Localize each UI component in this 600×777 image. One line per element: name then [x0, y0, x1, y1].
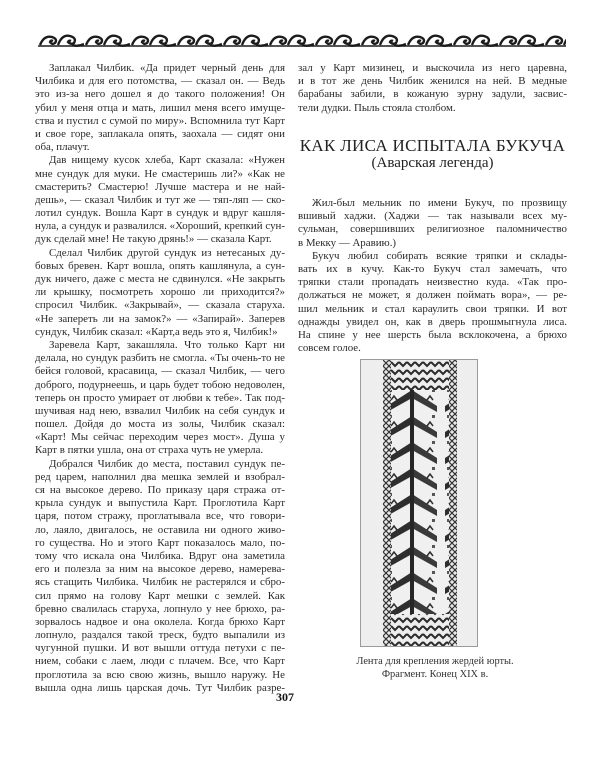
text-line: царя, потом стражу, проглатывала все, что говори- — [35, 510, 285, 523]
left-text-column — [35, 62, 285, 695]
text-line: Карт в пятки ушла, она от страха чуть не умерла. — [35, 444, 264, 457]
caption-line: Фрагмент. Конец XIX в. — [381, 669, 489, 680]
text-line: тряпки стали пропадать неизвестно куда. «Так про- — [298, 276, 567, 289]
right-text-continuation — [298, 62, 567, 115]
text-line: однажды увидел он, как в дверь прошмыгнула лиса. — [298, 315, 567, 328]
text-line: совсем голое. — [298, 342, 361, 355]
text-line: «Карт! Мы сейчас переходим через мост». Душа у — [35, 431, 285, 444]
text-line: лотил сундук. Вошла Карт в сундук и вдруг кашля- — [35, 207, 285, 220]
text-line: го существа. Но и этого Карт показалось мало, по- — [35, 536, 285, 549]
text-line: проглотила за всю свою жизнь, вышло наружу. Не — [35, 668, 285, 681]
text-line: лопнуло, раздался такой треск, будто выпалили из — [35, 629, 285, 642]
text-line: теперь он просто умирает от любви к тебе». Так под- — [35, 391, 285, 404]
text-line: зорвалось надвое и она околела. Когда брюхо Карт — [35, 615, 285, 628]
text-line: дук сделай мне! Не такую дрянь!» — сказала Карт. — [35, 233, 272, 246]
wave-ornament-border — [38, 31, 566, 49]
story-title: КАК ЛИСА ИСПЫТАЛА БУКУЧА — [299, 136, 566, 155]
text-line: Чилбика и для его потомства, — сказал он. — Ведь — [35, 75, 285, 88]
text-line: бовых бревен. Карт вошла, опять кашлянула, а сун- — [35, 259, 285, 272]
text-line: вать их в кучу. Как-то Букуч стал замечать, что — [298, 262, 567, 275]
text-line: Сделал Чилбик другой сундук из нетесаных ду- — [49, 246, 285, 259]
text-line: должаться не может, я должен поймать вора», — ре- — [298, 289, 567, 302]
text-line: дешь», — сказал Чилбик и тут же — тяп-ляп — ско- — [35, 193, 285, 206]
text-line: ли крышку, посмотреть хорошо ли приходится?» — [35, 286, 285, 299]
text-line: вышла одна лишь царская дочь. Тут Чилбик разре- — [35, 681, 285, 694]
text-line: ло, лаяло, двигалось, не оставила ни одного живо- — [35, 523, 285, 536]
text-line: шучивая над нею, взвалил Чилбик на себя сундук и — [35, 404, 285, 417]
text-line: бейся головой, красавица, — сказал Чилбик, — чего — [35, 365, 285, 378]
text-line: ред царем, наполнил два мешка землей и взобрал- — [35, 470, 285, 483]
text-line: и свое горе, заплакала опять, заохала — сидят они — [35, 127, 285, 140]
text-line: это из-за него дошел я до такого положения! Он — [35, 88, 285, 101]
text-line: крыла сундук и выпустила Карт. Проглотила Карт — [35, 497, 285, 510]
text-line: оба, плачут. — [35, 141, 90, 154]
textile-band-photo — [360, 359, 478, 647]
text-line: убил у меня отца и мать, лишил меня всего имуще- — [35, 101, 285, 114]
text-line: Заплакал Чилбик. «Да придет черный день для — [49, 62, 285, 74]
text-line: доброго, подурнеешь, и царь будет тобою недоволен, — [35, 378, 285, 391]
text-line: Жил-был мельник по имени Букуч, по прозвищу — [312, 197, 567, 209]
text-line: На спине у нее шерсть была всклокочена, а брюхо — [298, 328, 567, 341]
text-line: ся на высокое дерево. По приказу царя стража от- — [35, 484, 285, 496]
text-line: его и полезла за ним на высокое дерево, намерева- — [35, 563, 285, 576]
text-line: сульман, совершивших религиозное паломничество — [298, 223, 567, 236]
text-line: вшивый хаджи. (Хаджи — так называли всех му- — [298, 210, 567, 223]
text-line: спросил Чилбик. «Закрывай», — сказала старуха. — [35, 299, 285, 312]
text-line: и в тот же день Чилбик женился на ней. В медные — [298, 75, 567, 88]
text-line: «Не запереть ли на замок?» — «Запирай». Заперев — [35, 312, 285, 325]
text-line: тому что искала она Чилбика. Вдруг она заметила — [35, 549, 285, 562]
text-line: бревно свалилась старуха, лопнуло у нее брюхо, ра- — [35, 602, 285, 615]
text-line: сундук, Чилбик сказал: «Карт,а ведь это я, Чилбик!» — [35, 325, 278, 338]
page-number: 307 — [276, 690, 294, 704]
text-line: дук ничего, даже с места не сдвинулся. «Не закрыть — [35, 273, 285, 285]
text-line: пошел. Дойдя до моста из золы, Чилбик сказал: — [35, 418, 285, 431]
text-line: нула, а сундук и развалился. «Хороший, крепкий сун- — [35, 220, 285, 233]
text-line: Дав нищему кусок хлеба, Карт сказала: «Нужен — [49, 154, 285, 167]
story-subtitle: (Аварская легенда) — [371, 155, 494, 171]
text-line: ства и пустил с сумой по миру». Вспомнила тут Карт — [35, 114, 285, 127]
text-line: делала, но сундук разбить не смогла. «Ты очень-то не — [35, 352, 285, 365]
text-line: в Мекку — Аравию.) — [298, 236, 397, 249]
text-line: шил мельник и стал караулить свои тряпки. И вот — [298, 302, 567, 315]
story-body-column — [298, 197, 567, 355]
text-line: нием, собаки с лаем, люди с плачем. Все, что Карт — [35, 655, 285, 668]
text-line: сил прямо на голову Карт мешки с землей. Как — [35, 589, 285, 602]
text-line: барабаны забили, в кожаную зурну задули, засвис- — [298, 88, 567, 101]
text-line: ясь стащить Чилбика. Чилбик не растерялся и сбро- — [35, 576, 285, 589]
text-line: зал у Карт мизинец, и выскочила из него царевна, — [298, 62, 567, 74]
text-line: Добрался Чилбик до места, поставил сундук пе- — [49, 457, 285, 470]
text-line: тели дудки. Пыль стояла столбом. — [298, 101, 456, 114]
figure-caption — [300, 655, 570, 681]
text-line: смастерить? Смастерю! Лучше мастера и не най- — [35, 180, 285, 193]
text-line: Букуч любил собирать всякие тряпки и склады- — [312, 249, 567, 262]
text-line: чугунной пушки. И вот вышли оттуда петухи с пе- — [35, 642, 285, 655]
text-line: мне сундук для муки. Не смастеришь ли?» «Как не — [35, 167, 285, 180]
textile-pattern-image — [383, 360, 457, 646]
text-line: Заревела Карт, закашляла. Что только Карт ни — [49, 338, 285, 351]
caption-line: Лента для крепления жердей юрты. — [356, 656, 514, 667]
